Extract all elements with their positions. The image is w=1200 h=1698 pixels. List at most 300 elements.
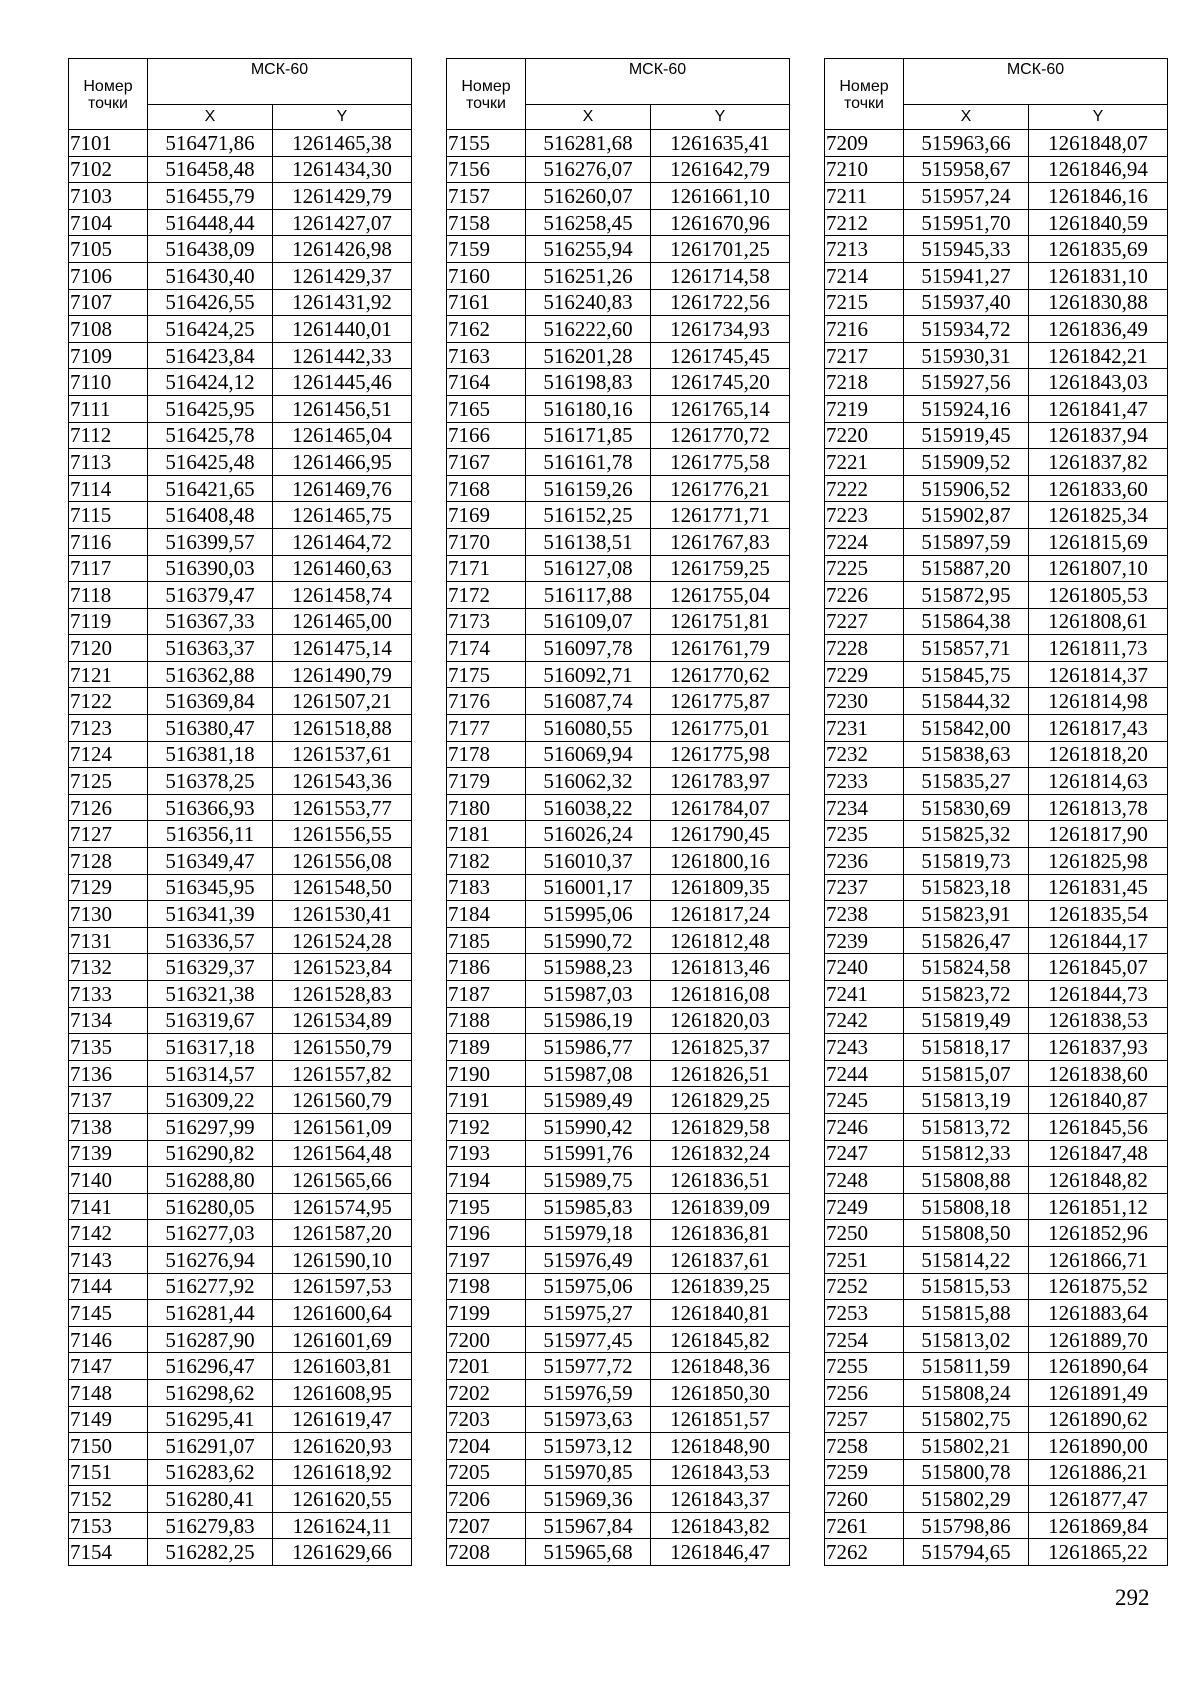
point-number-cell: 7216 — [825, 316, 904, 343]
point-number-header: Номер точки — [69, 59, 148, 130]
y-header: Y — [651, 104, 790, 129]
y-cell: 1261817,24 — [651, 901, 790, 928]
y-cell: 1261841,47 — [1029, 395, 1168, 422]
x-cell: 516390,03 — [148, 555, 273, 582]
point-number-cell: 7223 — [825, 502, 904, 529]
table-row — [447, 608, 790, 635]
x-cell: 515988,23 — [526, 954, 651, 981]
y-cell: 1261755,04 — [651, 582, 790, 609]
table-row — [825, 156, 1168, 183]
table-row — [825, 449, 1168, 476]
y-cell: 1261759,25 — [651, 555, 790, 582]
point-number-cell: 7111 — [69, 395, 148, 422]
table-row — [825, 475, 1168, 502]
point-number-cell: 7244 — [825, 1060, 904, 1087]
table-row — [447, 874, 790, 901]
table-row — [69, 1007, 412, 1034]
y-cell: 1261661,10 — [651, 183, 790, 210]
table-row — [447, 209, 790, 236]
table-row — [69, 209, 412, 236]
point-number-cell: 7182 — [447, 848, 526, 875]
table-row — [447, 130, 790, 157]
x-cell: 516319,67 — [148, 1007, 273, 1034]
point-number-cell: 7176 — [447, 688, 526, 715]
x-cell: 516426,55 — [148, 289, 273, 316]
point-number-cell: 7154 — [69, 1539, 148, 1566]
table-row — [447, 183, 790, 210]
point-number-cell: 7115 — [69, 502, 148, 529]
y-cell: 1261840,81 — [651, 1300, 790, 1327]
x-cell: 515812,33 — [904, 1140, 1029, 1167]
x-cell: 515970,85 — [526, 1459, 651, 1486]
x-cell: 516255,94 — [526, 236, 651, 263]
table-row — [447, 1113, 790, 1140]
table-row — [69, 1300, 412, 1327]
x-cell: 515941,27 — [904, 262, 1029, 289]
point-number-cell: 7231 — [825, 715, 904, 742]
point-number-cell: 7210 — [825, 156, 904, 183]
point-number-cell: 7177 — [447, 715, 526, 742]
table-row — [69, 981, 412, 1008]
x-cell: 516290,82 — [148, 1140, 273, 1167]
x-cell: 515986,77 — [526, 1034, 651, 1061]
table-row — [825, 1087, 1168, 1114]
x-cell: 515976,49 — [526, 1246, 651, 1273]
point-number-cell: 7147 — [69, 1353, 148, 1380]
y-cell: 1261556,08 — [273, 848, 412, 875]
point-number-cell: 7135 — [69, 1034, 148, 1061]
point-number-cell: 7257 — [825, 1406, 904, 1433]
point-number-cell: 7256 — [825, 1379, 904, 1406]
coord-system-header: МСК-60 — [148, 59, 412, 105]
table-row — [447, 1193, 790, 1220]
y-cell: 1261518,88 — [273, 715, 412, 742]
point-number-cell: 7167 — [447, 449, 526, 476]
table-row — [825, 981, 1168, 1008]
x-cell: 516198,83 — [526, 369, 651, 396]
table-row — [447, 794, 790, 821]
y-cell: 1261534,89 — [273, 1007, 412, 1034]
table-row — [69, 156, 412, 183]
y-header: Y — [1029, 104, 1168, 129]
point-number-cell: 7213 — [825, 236, 904, 263]
x-cell: 516287,90 — [148, 1326, 273, 1353]
table-row — [69, 422, 412, 449]
table-row — [69, 1433, 412, 1460]
y-cell: 1261840,87 — [1029, 1087, 1168, 1114]
point-number-cell: 7124 — [69, 741, 148, 768]
x-cell: 516010,37 — [526, 848, 651, 875]
x-cell: 515823,72 — [904, 981, 1029, 1008]
table-row — [447, 1379, 790, 1406]
y-cell: 1261839,09 — [651, 1193, 790, 1220]
x-cell: 516379,47 — [148, 582, 273, 609]
point-number-cell: 7129 — [69, 874, 148, 901]
x-cell: 515887,20 — [904, 555, 1029, 582]
point-number-cell: 7104 — [69, 209, 148, 236]
y-cell: 1261890,00 — [1029, 1433, 1168, 1460]
point-number-cell: 7134 — [69, 1007, 148, 1034]
point-number-cell: 7227 — [825, 608, 904, 635]
x-cell: 516138,51 — [526, 528, 651, 555]
y-cell: 1261775,01 — [651, 715, 790, 742]
y-cell: 1261460,63 — [273, 555, 412, 582]
table-row — [69, 130, 412, 157]
point-number-cell: 7249 — [825, 1193, 904, 1220]
y-cell: 1261745,20 — [651, 369, 790, 396]
y-cell: 1261620,93 — [273, 1433, 412, 1460]
y-cell: 1261426,98 — [273, 236, 412, 263]
point-number-cell: 7105 — [69, 236, 148, 263]
point-number-cell: 7183 — [447, 874, 526, 901]
x-cell: 516260,07 — [526, 183, 651, 210]
x-cell: 516341,39 — [148, 901, 273, 928]
table-row — [825, 1459, 1168, 1486]
y-cell: 1261891,49 — [1029, 1379, 1168, 1406]
x-cell: 516356,11 — [148, 821, 273, 848]
table-row — [447, 1246, 790, 1273]
point-number-cell: 7162 — [447, 316, 526, 343]
point-number-cell: 7262 — [825, 1539, 904, 1566]
table-row — [69, 316, 412, 343]
x-cell: 516380,47 — [148, 715, 273, 742]
y-cell: 1261845,56 — [1029, 1113, 1168, 1140]
point-number-cell: 7108 — [69, 316, 148, 343]
point-number-cell: 7261 — [825, 1512, 904, 1539]
y-cell: 1261775,98 — [651, 741, 790, 768]
table-row — [825, 688, 1168, 715]
point-number-cell: 7211 — [825, 183, 904, 210]
point-number-cell: 7169 — [447, 502, 526, 529]
point-number-cell: 7118 — [69, 582, 148, 609]
y-header: Y — [273, 104, 412, 129]
table-row — [447, 555, 790, 582]
table-row — [447, 927, 790, 954]
table-row — [447, 1512, 790, 1539]
point-number-cell: 7251 — [825, 1246, 904, 1273]
y-cell: 1261561,09 — [273, 1113, 412, 1140]
point-number-cell: 7247 — [825, 1140, 904, 1167]
x-cell: 515838,63 — [904, 741, 1029, 768]
point-number-cell: 7158 — [447, 209, 526, 236]
y-cell: 1261826,51 — [651, 1060, 790, 1087]
point-number-cell: 7238 — [825, 901, 904, 928]
point-number-cell: 7258 — [825, 1433, 904, 1460]
table-row — [69, 608, 412, 635]
y-cell: 1261466,95 — [273, 449, 412, 476]
table-row — [69, 715, 412, 742]
y-cell: 1261537,61 — [273, 741, 412, 768]
table-row — [825, 262, 1168, 289]
y-cell: 1261837,93 — [1029, 1034, 1168, 1061]
x-cell: 515958,67 — [904, 156, 1029, 183]
x-cell: 515927,56 — [904, 369, 1029, 396]
y-cell: 1261814,98 — [1029, 688, 1168, 715]
table-row — [447, 289, 790, 316]
point-number-cell: 7172 — [447, 582, 526, 609]
table-row — [69, 262, 412, 289]
x-cell: 516421,65 — [148, 475, 273, 502]
coord-system-header: МСК-60 — [526, 59, 790, 105]
point-number-cell: 7136 — [69, 1060, 148, 1087]
y-cell: 1261587,20 — [273, 1220, 412, 1247]
x-cell: 515811,59 — [904, 1353, 1029, 1380]
y-cell: 1261848,07 — [1029, 130, 1168, 157]
y-cell: 1261838,60 — [1029, 1060, 1168, 1087]
y-cell: 1261642,79 — [651, 156, 790, 183]
point-number-cell: 7119 — [69, 608, 148, 635]
y-cell: 1261848,36 — [651, 1353, 790, 1380]
x-cell: 515986,19 — [526, 1007, 651, 1034]
x-cell: 516438,09 — [148, 236, 273, 263]
table-row — [825, 1220, 1168, 1247]
y-cell: 1261590,10 — [273, 1246, 412, 1273]
table-row — [447, 1034, 790, 1061]
table-row — [69, 1087, 412, 1114]
table-row — [447, 502, 790, 529]
point-number-cell: 7239 — [825, 927, 904, 954]
x-cell: 516277,03 — [148, 1220, 273, 1247]
table-row — [69, 661, 412, 688]
point-number-cell: 7113 — [69, 449, 148, 476]
table-row — [69, 449, 412, 476]
y-cell: 1261783,97 — [651, 768, 790, 795]
table-row — [447, 1326, 790, 1353]
point-number-cell: 7181 — [447, 821, 526, 848]
point-number-cell: 7246 — [825, 1113, 904, 1140]
x-cell: 515800,78 — [904, 1459, 1029, 1486]
point-number-cell: 7233 — [825, 768, 904, 795]
y-cell: 1261814,37 — [1029, 661, 1168, 688]
y-cell: 1261565,66 — [273, 1167, 412, 1194]
y-cell: 1261429,79 — [273, 183, 412, 210]
point-number-cell: 7163 — [447, 342, 526, 369]
y-cell: 1261670,96 — [651, 209, 790, 236]
x-cell: 516424,25 — [148, 316, 273, 343]
point-number-cell: 7152 — [69, 1486, 148, 1513]
point-number-cell: 7220 — [825, 422, 904, 449]
point-number-cell: 7137 — [69, 1087, 148, 1114]
y-cell: 1261825,98 — [1029, 848, 1168, 875]
x-cell: 515990,72 — [526, 927, 651, 954]
table-row — [825, 422, 1168, 449]
y-cell: 1261745,45 — [651, 342, 790, 369]
x-cell: 516001,17 — [526, 874, 651, 901]
y-cell: 1261548,50 — [273, 874, 412, 901]
table-row — [69, 1273, 412, 1300]
x-cell: 516152,25 — [526, 502, 651, 529]
y-cell: 1261751,81 — [651, 608, 790, 635]
point-number-cell: 7120 — [69, 635, 148, 662]
point-number-cell: 7151 — [69, 1459, 148, 1486]
y-cell: 1261465,75 — [273, 502, 412, 529]
table-row — [825, 1326, 1168, 1353]
y-cell: 1261603,81 — [273, 1353, 412, 1380]
y-cell: 1261843,37 — [651, 1486, 790, 1513]
y-cell: 1261550,79 — [273, 1034, 412, 1061]
table-row — [825, 1406, 1168, 1433]
point-number-cell: 7156 — [447, 156, 526, 183]
x-header: X — [904, 104, 1029, 129]
table-row — [447, 1060, 790, 1087]
table-row — [825, 954, 1168, 981]
table-row — [447, 981, 790, 1008]
y-cell: 1261427,07 — [273, 209, 412, 236]
y-cell: 1261808,61 — [1029, 608, 1168, 635]
table-row — [825, 183, 1168, 210]
point-number-cell: 7159 — [447, 236, 526, 263]
x-cell: 515957,24 — [904, 183, 1029, 210]
y-cell: 1261767,83 — [651, 528, 790, 555]
x-cell: 516309,22 — [148, 1087, 273, 1114]
x-cell: 516349,47 — [148, 848, 273, 875]
coord-system-header: МСК-60 — [904, 59, 1168, 105]
x-cell: 516423,84 — [148, 342, 273, 369]
point-number-cell: 7190 — [447, 1060, 526, 1087]
table-row — [69, 741, 412, 768]
point-number-cell: 7219 — [825, 395, 904, 422]
point-number-cell: 7224 — [825, 528, 904, 555]
table-row — [825, 794, 1168, 821]
x-cell: 515826,47 — [904, 927, 1029, 954]
y-cell: 1261837,94 — [1029, 422, 1168, 449]
point-number-cell: 7106 — [69, 262, 148, 289]
table-row — [825, 848, 1168, 875]
table-row — [69, 794, 412, 821]
table-row — [825, 369, 1168, 396]
x-cell: 515825,32 — [904, 821, 1029, 848]
x-cell: 515798,86 — [904, 1512, 1029, 1539]
table-row — [825, 874, 1168, 901]
x-cell: 516425,48 — [148, 449, 273, 476]
y-cell: 1261465,04 — [273, 422, 412, 449]
point-number-cell: 7236 — [825, 848, 904, 875]
y-cell: 1261816,08 — [651, 981, 790, 1008]
y-cell: 1261846,94 — [1029, 156, 1168, 183]
x-cell: 515967,84 — [526, 1512, 651, 1539]
table-row — [69, 582, 412, 609]
table-row — [69, 1113, 412, 1140]
point-number-cell: 7212 — [825, 209, 904, 236]
point-number-cell: 7207 — [447, 1512, 526, 1539]
x-cell: 516288,80 — [148, 1167, 273, 1194]
table-row — [825, 342, 1168, 369]
y-cell: 1261851,57 — [651, 1406, 790, 1433]
x-cell: 515819,73 — [904, 848, 1029, 875]
y-cell: 1261838,53 — [1029, 1007, 1168, 1034]
x-cell: 515830,69 — [904, 794, 1029, 821]
y-cell: 1261845,82 — [651, 1326, 790, 1353]
table-row — [447, 1433, 790, 1460]
table-row — [69, 1326, 412, 1353]
point-number-cell: 7142 — [69, 1220, 148, 1247]
y-cell: 1261722,56 — [651, 289, 790, 316]
x-cell: 516109,07 — [526, 608, 651, 635]
point-number-cell: 7109 — [69, 342, 148, 369]
point-number-cell: 7237 — [825, 874, 904, 901]
point-number-cell: 7201 — [447, 1353, 526, 1380]
x-cell: 516171,85 — [526, 422, 651, 449]
x-cell: 515977,72 — [526, 1353, 651, 1380]
table-row — [825, 1113, 1168, 1140]
table-row — [447, 1220, 790, 1247]
x-cell: 516448,44 — [148, 209, 273, 236]
y-cell: 1261560,79 — [273, 1087, 412, 1114]
table-row — [825, 1539, 1168, 1566]
table-row — [69, 1034, 412, 1061]
table-row — [447, 768, 790, 795]
point-number-cell: 7132 — [69, 954, 148, 981]
y-cell: 1261440,01 — [273, 316, 412, 343]
table-row — [447, 475, 790, 502]
y-cell: 1261844,17 — [1029, 927, 1168, 954]
table-row — [447, 821, 790, 848]
point-number-cell: 7178 — [447, 741, 526, 768]
table-row — [447, 1539, 790, 1566]
point-number-cell: 7248 — [825, 1167, 904, 1194]
x-cell: 516369,84 — [148, 688, 273, 715]
x-cell: 515987,08 — [526, 1060, 651, 1087]
table-row — [447, 848, 790, 875]
x-cell: 516408,48 — [148, 502, 273, 529]
point-number-cell: 7168 — [447, 475, 526, 502]
table-row — [447, 1406, 790, 1433]
point-number-cell: 7245 — [825, 1087, 904, 1114]
y-cell: 1261865,22 — [1029, 1539, 1168, 1566]
table-row — [69, 1060, 412, 1087]
table-row — [447, 1353, 790, 1380]
y-cell: 1261837,82 — [1029, 449, 1168, 476]
point-number-cell: 7255 — [825, 1353, 904, 1380]
y-cell: 1261597,53 — [273, 1273, 412, 1300]
point-number-cell: 7230 — [825, 688, 904, 715]
table-row — [69, 901, 412, 928]
point-number-cell: 7161 — [447, 289, 526, 316]
y-cell: 1261840,59 — [1029, 209, 1168, 236]
point-number-cell: 7146 — [69, 1326, 148, 1353]
y-cell: 1261846,47 — [651, 1539, 790, 1566]
x-cell: 515844,32 — [904, 688, 1029, 715]
y-cell: 1261734,93 — [651, 316, 790, 343]
table-row — [825, 661, 1168, 688]
point-number-cell: 7198 — [447, 1273, 526, 1300]
x-cell: 516381,18 — [148, 741, 273, 768]
x-cell: 515845,75 — [904, 661, 1029, 688]
y-cell: 1261469,76 — [273, 475, 412, 502]
table-row — [69, 1512, 412, 1539]
x-cell: 515991,76 — [526, 1140, 651, 1167]
point-number-cell: 7222 — [825, 475, 904, 502]
table-row — [447, 635, 790, 662]
table-row — [825, 1300, 1168, 1327]
table-row — [825, 209, 1168, 236]
x-cell: 516282,25 — [148, 1539, 273, 1566]
x-cell: 516314,57 — [148, 1060, 273, 1087]
point-number-cell: 7215 — [825, 289, 904, 316]
x-cell: 516117,88 — [526, 582, 651, 609]
y-cell: 1261600,64 — [273, 1300, 412, 1327]
table-row — [69, 821, 412, 848]
point-number-cell: 7226 — [825, 582, 904, 609]
table-row — [825, 289, 1168, 316]
y-cell: 1261523,84 — [273, 954, 412, 981]
table-row — [69, 236, 412, 263]
y-cell: 1261770,62 — [651, 661, 790, 688]
point-number-cell: 7153 — [69, 1512, 148, 1539]
point-number-cell: 7252 — [825, 1273, 904, 1300]
table-row — [825, 635, 1168, 662]
x-cell: 515818,17 — [904, 1034, 1029, 1061]
